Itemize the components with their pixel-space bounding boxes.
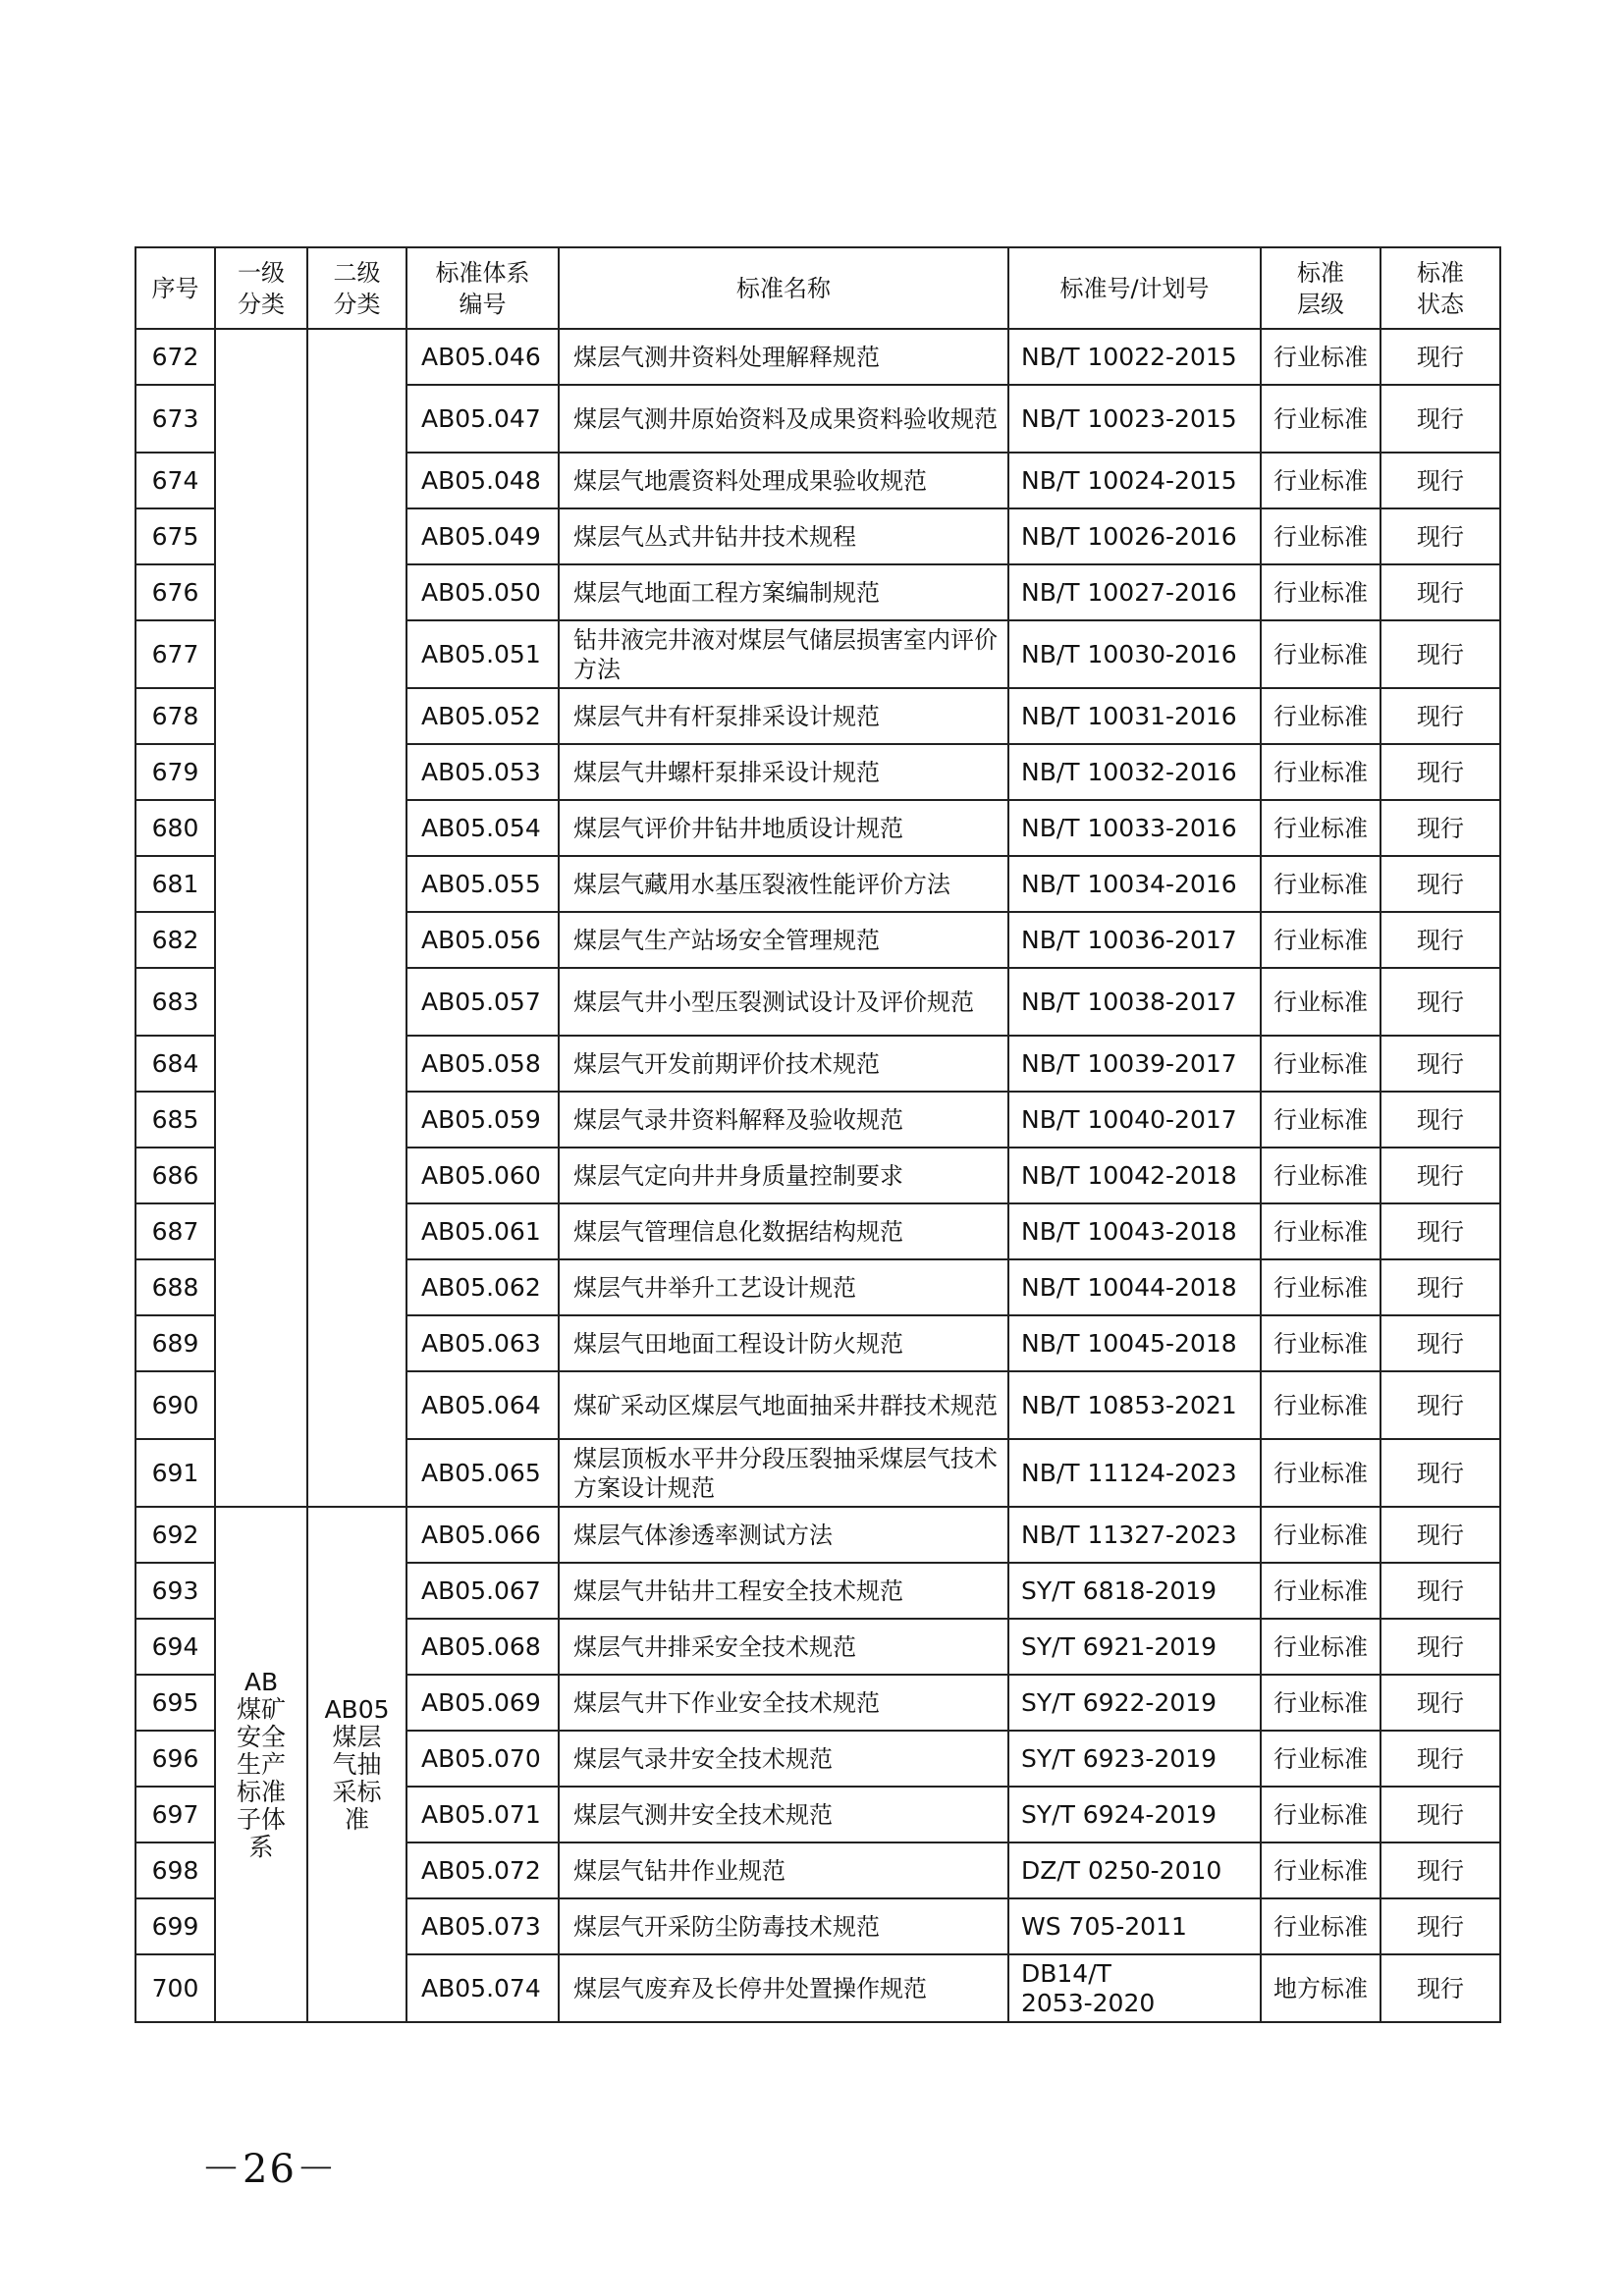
row-system-code: AB05.048	[406, 453, 559, 508]
level2-category: AB05 煤层 气抽 采标 准	[307, 1507, 406, 2022]
table-row	[135, 329, 1500, 385]
row-seq: 687	[135, 1203, 215, 1259]
row-system-code: AB05.069	[406, 1675, 559, 1731]
row-standard-name: 煤层气井螺杆泵排采设计规范	[559, 744, 1008, 800]
row-standard-name: 煤层气井小型压裂测试设计及评价规范	[559, 968, 1008, 1036]
row-standard-status: 现行	[1380, 1898, 1500, 1954]
row-standard-status: 现行	[1380, 1507, 1500, 1563]
row-standard-name: 煤层气地面工程方案编制规范	[559, 564, 1008, 620]
row-seq: 677	[135, 620, 215, 688]
row-system-code: AB05.054	[406, 800, 559, 856]
level1-category: AB 煤矿 安全 生产 标准 子体 系	[215, 1507, 307, 2022]
row-system-code: AB05.056	[406, 912, 559, 968]
row-seq: 700	[135, 1954, 215, 2022]
row-standard-name: 煤层气地震资料处理成果验收规范	[559, 453, 1008, 508]
row-standard-number: WS 705-2011	[1008, 1898, 1261, 1954]
row-system-code: AB05.051	[406, 620, 559, 688]
row-standard-number: NB/T 10853-2021	[1008, 1371, 1261, 1439]
row-standard-number: NB/T 10030-2016	[1008, 620, 1261, 688]
row-system-code: AB05.053	[406, 744, 559, 800]
row-system-code: AB05.067	[406, 1563, 559, 1619]
row-standard-status: 现行	[1380, 1371, 1500, 1439]
row-standard-name: 煤层气定向井井身质量控制要求	[559, 1148, 1008, 1203]
row-standard-status: 现行	[1380, 912, 1500, 968]
header-standard-number: 标准号/计划号	[1008, 247, 1261, 329]
row-standard-number: SY/T 6922-2019	[1008, 1675, 1261, 1731]
row-standard-number: NB/T 10032-2016	[1008, 744, 1261, 800]
row-standard-name: 煤层气评价井钻井地质设计规范	[559, 800, 1008, 856]
row-standard-number: DZ/T 0250-2010	[1008, 1842, 1261, 1898]
row-standard-status: 现行	[1380, 1148, 1500, 1203]
row-system-code: AB05.068	[406, 1619, 559, 1675]
row-standard-tier: 行业标准	[1261, 912, 1380, 968]
row-standard-name: 煤层气井举升工艺设计规范	[559, 1259, 1008, 1315]
row-standard-tier: 行业标准	[1261, 1259, 1380, 1315]
header-level1-category: 一级 分类	[215, 247, 307, 329]
row-standard-tier: 行业标准	[1261, 1842, 1380, 1898]
row-seq: 673	[135, 385, 215, 453]
row-seq: 694	[135, 1619, 215, 1675]
row-standard-tier: 行业标准	[1261, 1619, 1380, 1675]
row-standard-number: DB14/T 2053-2020	[1008, 1954, 1261, 2022]
row-standard-number: SY/T 6924-2019	[1008, 1787, 1261, 1842]
header-level2-category: 二级 分类	[307, 247, 406, 329]
row-seq: 691	[135, 1439, 215, 1507]
row-seq: 690	[135, 1371, 215, 1439]
row-system-code: AB05.052	[406, 688, 559, 744]
row-standard-number: NB/T 10043-2018	[1008, 1203, 1261, 1259]
row-standard-number: SY/T 6921-2019	[1008, 1619, 1261, 1675]
row-standard-tier: 行业标准	[1261, 1898, 1380, 1954]
row-seq: 672	[135, 329, 215, 385]
table-row	[135, 1507, 1500, 1563]
row-system-code: AB05.050	[406, 564, 559, 620]
row-standard-number: SY/T 6818-2019	[1008, 1563, 1261, 1619]
row-standard-name: 煤层气生产站场安全管理规范	[559, 912, 1008, 968]
row-system-code: AB05.060	[406, 1148, 559, 1203]
row-seq: 699	[135, 1898, 215, 1954]
row-standard-status: 现行	[1380, 620, 1500, 688]
row-standard-tier: 行业标准	[1261, 744, 1380, 800]
row-seq: 678	[135, 688, 215, 744]
row-system-code: AB05.047	[406, 385, 559, 453]
row-standard-name: 煤层气钻井作业规范	[559, 1842, 1008, 1898]
row-standard-status: 现行	[1380, 453, 1500, 508]
row-standard-status: 现行	[1380, 1954, 1500, 2022]
row-seq: 686	[135, 1148, 215, 1203]
row-system-code: AB05.071	[406, 1787, 559, 1842]
row-standard-tier: 行业标准	[1261, 968, 1380, 1036]
row-standard-status: 现行	[1380, 329, 1500, 385]
row-seq: 676	[135, 564, 215, 620]
row-standard-status: 现行	[1380, 1563, 1500, 1619]
row-standard-tier: 行业标准	[1261, 1563, 1380, 1619]
row-standard-name: 煤层气藏用水基压裂液性能评价方法	[559, 856, 1008, 912]
row-standard-number: NB/T 10026-2016	[1008, 508, 1261, 564]
page-number: －26－	[201, 2147, 338, 2192]
row-standard-name: 煤层气废弃及长停井处置操作规范	[559, 1954, 1008, 2022]
row-standard-status: 现行	[1380, 1619, 1500, 1675]
row-standard-status: 现行	[1380, 968, 1500, 1036]
row-standard-status: 现行	[1380, 800, 1500, 856]
row-system-code: AB05.061	[406, 1203, 559, 1259]
row-system-code: AB05.065	[406, 1439, 559, 1507]
row-standard-number: NB/T 10040-2017	[1008, 1092, 1261, 1148]
row-standard-name: 煤层顶板水平井分段压裂抽采煤层气技术方案设计规范	[559, 1439, 1008, 1507]
row-standard-status: 现行	[1380, 508, 1500, 564]
row-standard-tier: 行业标准	[1261, 1203, 1380, 1259]
row-standard-tier: 行业标准	[1261, 1507, 1380, 1563]
level2-category-empty	[307, 329, 406, 1507]
row-standard-number: NB/T 11124-2023	[1008, 1439, 1261, 1507]
row-seq: 689	[135, 1315, 215, 1371]
row-standard-name: 钻井液完井液对煤层气储层损害室内评价方法	[559, 620, 1008, 688]
row-seq: 682	[135, 912, 215, 968]
row-system-code: AB05.058	[406, 1036, 559, 1092]
row-standard-name: 煤层气录井安全技术规范	[559, 1731, 1008, 1787]
row-seq: 697	[135, 1787, 215, 1842]
row-seq: 679	[135, 744, 215, 800]
row-standard-number: SY/T 6923-2019	[1008, 1731, 1261, 1787]
row-standard-number: NB/T 10045-2018	[1008, 1315, 1261, 1371]
row-system-code: AB05.062	[406, 1259, 559, 1315]
row-system-code: AB05.057	[406, 968, 559, 1036]
row-system-code: AB05.074	[406, 1954, 559, 2022]
header-standard-status: 标准 状态	[1380, 247, 1500, 329]
row-standard-number: NB/T 10036-2017	[1008, 912, 1261, 968]
row-standard-name: 煤层气井排采安全技术规范	[559, 1619, 1008, 1675]
row-seq: 692	[135, 1507, 215, 1563]
row-standard-tier: 行业标准	[1261, 508, 1380, 564]
row-standard-status: 现行	[1380, 1203, 1500, 1259]
row-standard-name: 煤层气测井资料处理解释规范	[559, 329, 1008, 385]
row-standard-name: 煤矿采动区煤层气地面抽采井群技术规范	[559, 1371, 1008, 1439]
row-standard-number: NB/T 10034-2016	[1008, 856, 1261, 912]
header-standard-name: 标准名称	[559, 247, 1008, 329]
header-standard-tier: 标准 层级	[1261, 247, 1380, 329]
row-standard-status: 现行	[1380, 385, 1500, 453]
row-standard-tier: 行业标准	[1261, 1439, 1380, 1507]
row-seq: 695	[135, 1675, 215, 1731]
row-seq: 696	[135, 1731, 215, 1787]
row-standard-status: 现行	[1380, 856, 1500, 912]
row-standard-status: 现行	[1380, 688, 1500, 744]
row-system-code: AB05.073	[406, 1898, 559, 1954]
row-seq: 685	[135, 1092, 215, 1148]
row-seq: 688	[135, 1259, 215, 1315]
row-standard-name: 煤层气井有杆泵排采设计规范	[559, 688, 1008, 744]
table-header-row	[135, 247, 1500, 329]
row-standard-tier: 行业标准	[1261, 1787, 1380, 1842]
standards-table	[135, 246, 1501, 2023]
row-standard-tier: 行业标准	[1261, 620, 1380, 688]
row-standard-status: 现行	[1380, 1036, 1500, 1092]
row-standard-tier: 行业标准	[1261, 1092, 1380, 1148]
row-standard-name: 煤层气井钻井工程安全技术规范	[559, 1563, 1008, 1619]
row-standard-tier: 行业标准	[1261, 856, 1380, 912]
row-standard-number: NB/T 10023-2015	[1008, 385, 1261, 453]
row-seq: 675	[135, 508, 215, 564]
row-standard-status: 现行	[1380, 1259, 1500, 1315]
row-system-code: AB05.072	[406, 1842, 559, 1898]
row-seq: 683	[135, 968, 215, 1036]
row-standard-tier: 行业标准	[1261, 564, 1380, 620]
row-standard-name: 煤层气田地面工程设计防火规范	[559, 1315, 1008, 1371]
row-standard-name: 煤层气开发前期评价技术规范	[559, 1036, 1008, 1092]
row-standard-status: 现行	[1380, 1787, 1500, 1842]
row-standard-tier: 地方标准	[1261, 1954, 1380, 2022]
row-standard-tier: 行业标准	[1261, 1731, 1380, 1787]
row-seq: 680	[135, 800, 215, 856]
table-body	[135, 329, 1500, 2022]
level1-category-empty	[215, 329, 307, 1507]
row-system-code: AB05.063	[406, 1315, 559, 1371]
header-seq: 序号	[135, 247, 215, 329]
row-system-code: AB05.066	[406, 1507, 559, 1563]
row-standard-name: 煤层气测井安全技术规范	[559, 1787, 1008, 1842]
row-system-code: AB05.064	[406, 1371, 559, 1439]
row-standard-tier: 行业标准	[1261, 1148, 1380, 1203]
row-standard-number: NB/T 10033-2016	[1008, 800, 1261, 856]
row-standard-number: NB/T 10027-2016	[1008, 564, 1261, 620]
row-seq: 684	[135, 1036, 215, 1092]
row-standard-name: 煤层气开采防尘防毒技术规范	[559, 1898, 1008, 1954]
row-standard-name: 煤层气测井原始资料及成果资料验收规范	[559, 385, 1008, 453]
row-system-code: AB05.070	[406, 1731, 559, 1787]
row-system-code: AB05.049	[406, 508, 559, 564]
row-standard-tier: 行业标准	[1261, 1036, 1380, 1092]
row-standard-name: 煤层气体渗透率测试方法	[559, 1507, 1008, 1563]
row-standard-number: NB/T 10024-2015	[1008, 453, 1261, 508]
row-standard-status: 现行	[1380, 1842, 1500, 1898]
row-standard-name: 煤层气录井资料解释及验收规范	[559, 1092, 1008, 1148]
row-standard-number: NB/T 10042-2018	[1008, 1148, 1261, 1203]
row-standard-name: 煤层气管理信息化数据结构规范	[559, 1203, 1008, 1259]
row-standard-status: 现行	[1380, 1439, 1500, 1507]
row-standard-number: NB/T 10044-2018	[1008, 1259, 1261, 1315]
row-standard-status: 现行	[1380, 1315, 1500, 1371]
row-seq: 693	[135, 1563, 215, 1619]
row-standard-status: 现行	[1380, 1092, 1500, 1148]
row-standard-status: 现行	[1380, 564, 1500, 620]
row-seq: 674	[135, 453, 215, 508]
row-standard-tier: 行业标准	[1261, 1315, 1380, 1371]
row-standard-tier: 行业标准	[1261, 688, 1380, 744]
row-seq: 681	[135, 856, 215, 912]
row-standard-status: 现行	[1380, 1731, 1500, 1787]
row-standard-tier: 行业标准	[1261, 385, 1380, 453]
row-system-code: AB05.046	[406, 329, 559, 385]
row-system-code: AB05.059	[406, 1092, 559, 1148]
row-standard-number: NB/T 11327-2023	[1008, 1507, 1261, 1563]
row-standard-number: NB/T 10039-2017	[1008, 1036, 1261, 1092]
row-standard-name: 煤层气丛式井钻井技术规程	[559, 508, 1008, 564]
row-standard-name: 煤层气井下作业安全技术规范	[559, 1675, 1008, 1731]
row-system-code: AB05.055	[406, 856, 559, 912]
row-standard-number: NB/T 10022-2015	[1008, 329, 1261, 385]
row-standard-status: 现行	[1380, 1675, 1500, 1731]
row-standard-tier: 行业标准	[1261, 329, 1380, 385]
row-standard-number: NB/T 10031-2016	[1008, 688, 1261, 744]
row-standard-tier: 行业标准	[1261, 1675, 1380, 1731]
row-standard-tier: 行业标准	[1261, 800, 1380, 856]
row-standard-tier: 行业标准	[1261, 453, 1380, 508]
header-system-code: 标准体系 编号	[406, 247, 559, 329]
row-standard-number: NB/T 10038-2017	[1008, 968, 1261, 1036]
row-standard-status: 现行	[1380, 744, 1500, 800]
row-standard-tier: 行业标准	[1261, 1371, 1380, 1439]
row-seq: 698	[135, 1842, 215, 1898]
